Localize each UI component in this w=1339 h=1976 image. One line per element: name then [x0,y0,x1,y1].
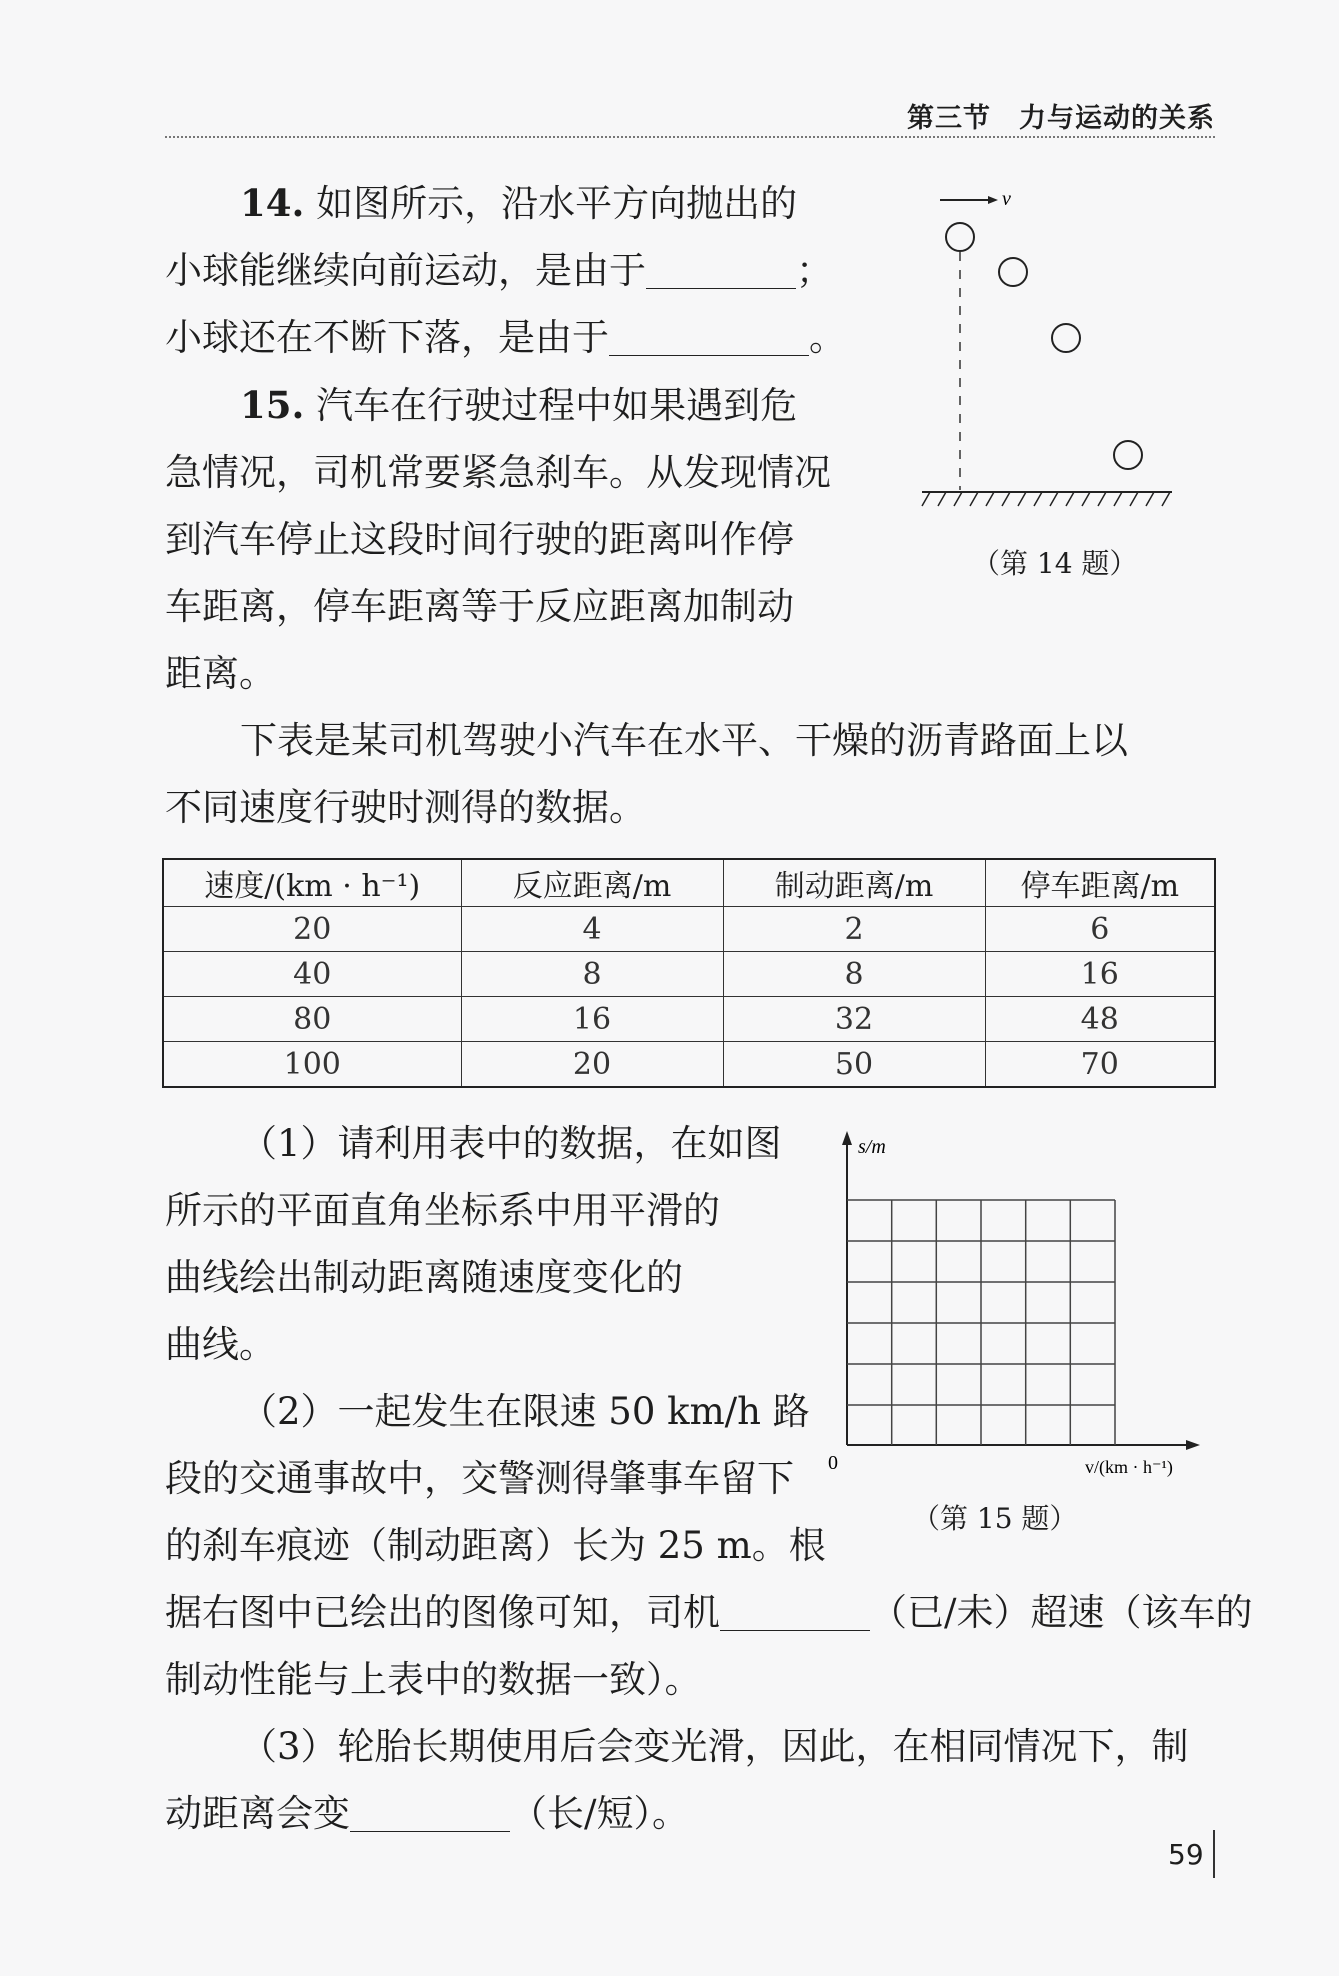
sub1-line1: （1）请利用表中的数据，在如图 [240,1122,782,1165]
sub3-text-2a: 动距离会变 [165,1792,350,1835]
table-header-row [163,859,1215,907]
ball-2 [999,258,1027,286]
q15-line5: 距离。 [165,652,276,695]
table-cell: 20 [163,907,461,952]
velocity-arrow [940,196,998,204]
page-number-divider [1213,1830,1215,1878]
page-header [165,96,1215,138]
section-title: 第三节 力与运动的关系 [907,103,1215,134]
sub2-text-4a: 据右图中已绘出的图像可知，司机 [165,1591,720,1634]
sub2-line3: 的刹车痕迹（制动距离）长为 25 m。根 [165,1524,826,1567]
table-cell: 80 [163,997,461,1042]
table-cell: 6 [985,907,1215,952]
table-cell: 50 [723,1042,985,1088]
figure-14 [900,180,1200,600]
y-axis [842,1131,852,1445]
q14-line3 [165,304,846,371]
table-cell: 2 [723,907,985,952]
q14-text-2: 小球能继续向前运动，是由于 [165,249,646,292]
sub2-line2: 段的交通事故中，交警测得肇事车留下 [165,1457,794,1500]
ball-3 [1052,324,1080,352]
table-cell: 32 [723,997,985,1042]
q14-punct-1: ； [796,249,833,292]
sub2-line4 [165,1579,1252,1646]
table-cell: 40 [163,952,461,997]
table-cell: 16 [985,952,1215,997]
sub3-line1: （3）轮胎长期使用后会变光滑，因此，在相同情况下，制 [240,1725,1189,1768]
ground [922,492,1172,506]
q15-line1 [240,372,797,439]
sub2-line5: 制动性能与上表中的数据一致）。 [165,1658,702,1701]
table-cell: 70 [985,1042,1215,1088]
q15-text-1: 汽车在行驶过程中如果遇到危 [316,384,798,427]
table-cell: 48 [985,997,1215,1042]
projectile-diagram [900,180,1200,520]
table-cell: 8 [723,952,985,997]
coordinate-grid [820,1125,1220,1485]
q14-answer-blank-2[interactable] [609,315,809,356]
q15-line4: 车距离，停车距离等于反应距离加制动 [165,585,794,628]
sub2-line1: （2）一起发生在限速 50 km/h 路 [240,1390,810,1433]
ball-4 [1114,441,1142,469]
q14-text-3: 小球还在不断下落，是由于 [165,316,609,359]
q14-line2 [165,237,833,304]
column-header-braking-distance: 制动距离/m [723,859,985,907]
x-axis-label: v/(km · h⁻¹) [1085,1457,1173,1477]
q14-text-1: 如图所示，沿水平方向抛出的 [316,182,798,225]
table-row [163,907,1215,952]
page-number: 59 [1168,1838,1204,1871]
sub1-line2: 所示的平面直角坐标系中用平滑的 [165,1189,720,1232]
q14-punct-2: 。 [809,316,846,359]
velocity-label: v [1002,188,1011,210]
q15-para2-line1: 下表是某司机驾驶小汽车在水平、干燥的沥青路面上以 [240,719,1128,762]
table-cell: 4 [461,907,723,952]
table-row [163,997,1215,1042]
sub1-line3: 曲线绘出制动距离随速度变化的 [165,1256,683,1299]
table-cell: 20 [461,1042,723,1088]
y-axis-label: s/m [858,1136,886,1158]
figure-15 [820,1125,1220,1535]
data-table [162,858,1216,1088]
figure-14-caption: （第 14 题） [972,547,1138,580]
sub1-line4: 曲线。 [165,1323,276,1366]
q15-para2-line2: 不同速度行驶时测得的数据。 [165,786,646,829]
sub3-text-2b: （长/短）。 [510,1792,689,1835]
q15-line2: 急情况，司机常要紧急刹车。从发现情况 [165,451,831,494]
column-header-stopping-distance: 停车距离/m [985,859,1215,907]
q14-line1 [240,170,797,237]
table-row [163,1042,1215,1088]
table-cell: 100 [163,1042,461,1088]
sub3-answer-blank[interactable] [350,1791,510,1832]
q14-number: 14. [240,181,305,225]
sub3-line2 [165,1780,689,1847]
figure-15-caption: （第 15 题） [912,1502,1078,1535]
table-cell: 16 [461,997,723,1042]
table-row [163,952,1215,997]
q15-number: 15. [240,383,305,427]
q14-answer-blank-1[interactable] [646,248,796,289]
sub2-text-4b: （已/未）超速（该车的 [870,1591,1253,1634]
x-axis [847,1440,1200,1450]
origin-label: 0 [828,1452,838,1474]
column-header-speed: 速度/(km · h⁻¹) [163,859,461,907]
table-cell: 8 [461,952,723,997]
column-header-reaction-distance: 反应距离/m [461,859,723,907]
ball-1 [946,223,974,251]
q15-line3: 到汽车停止这段时间行驶的距离叫作停 [165,518,794,561]
grid-lines [847,1200,1115,1445]
sub2-answer-blank[interactable] [720,1590,870,1631]
